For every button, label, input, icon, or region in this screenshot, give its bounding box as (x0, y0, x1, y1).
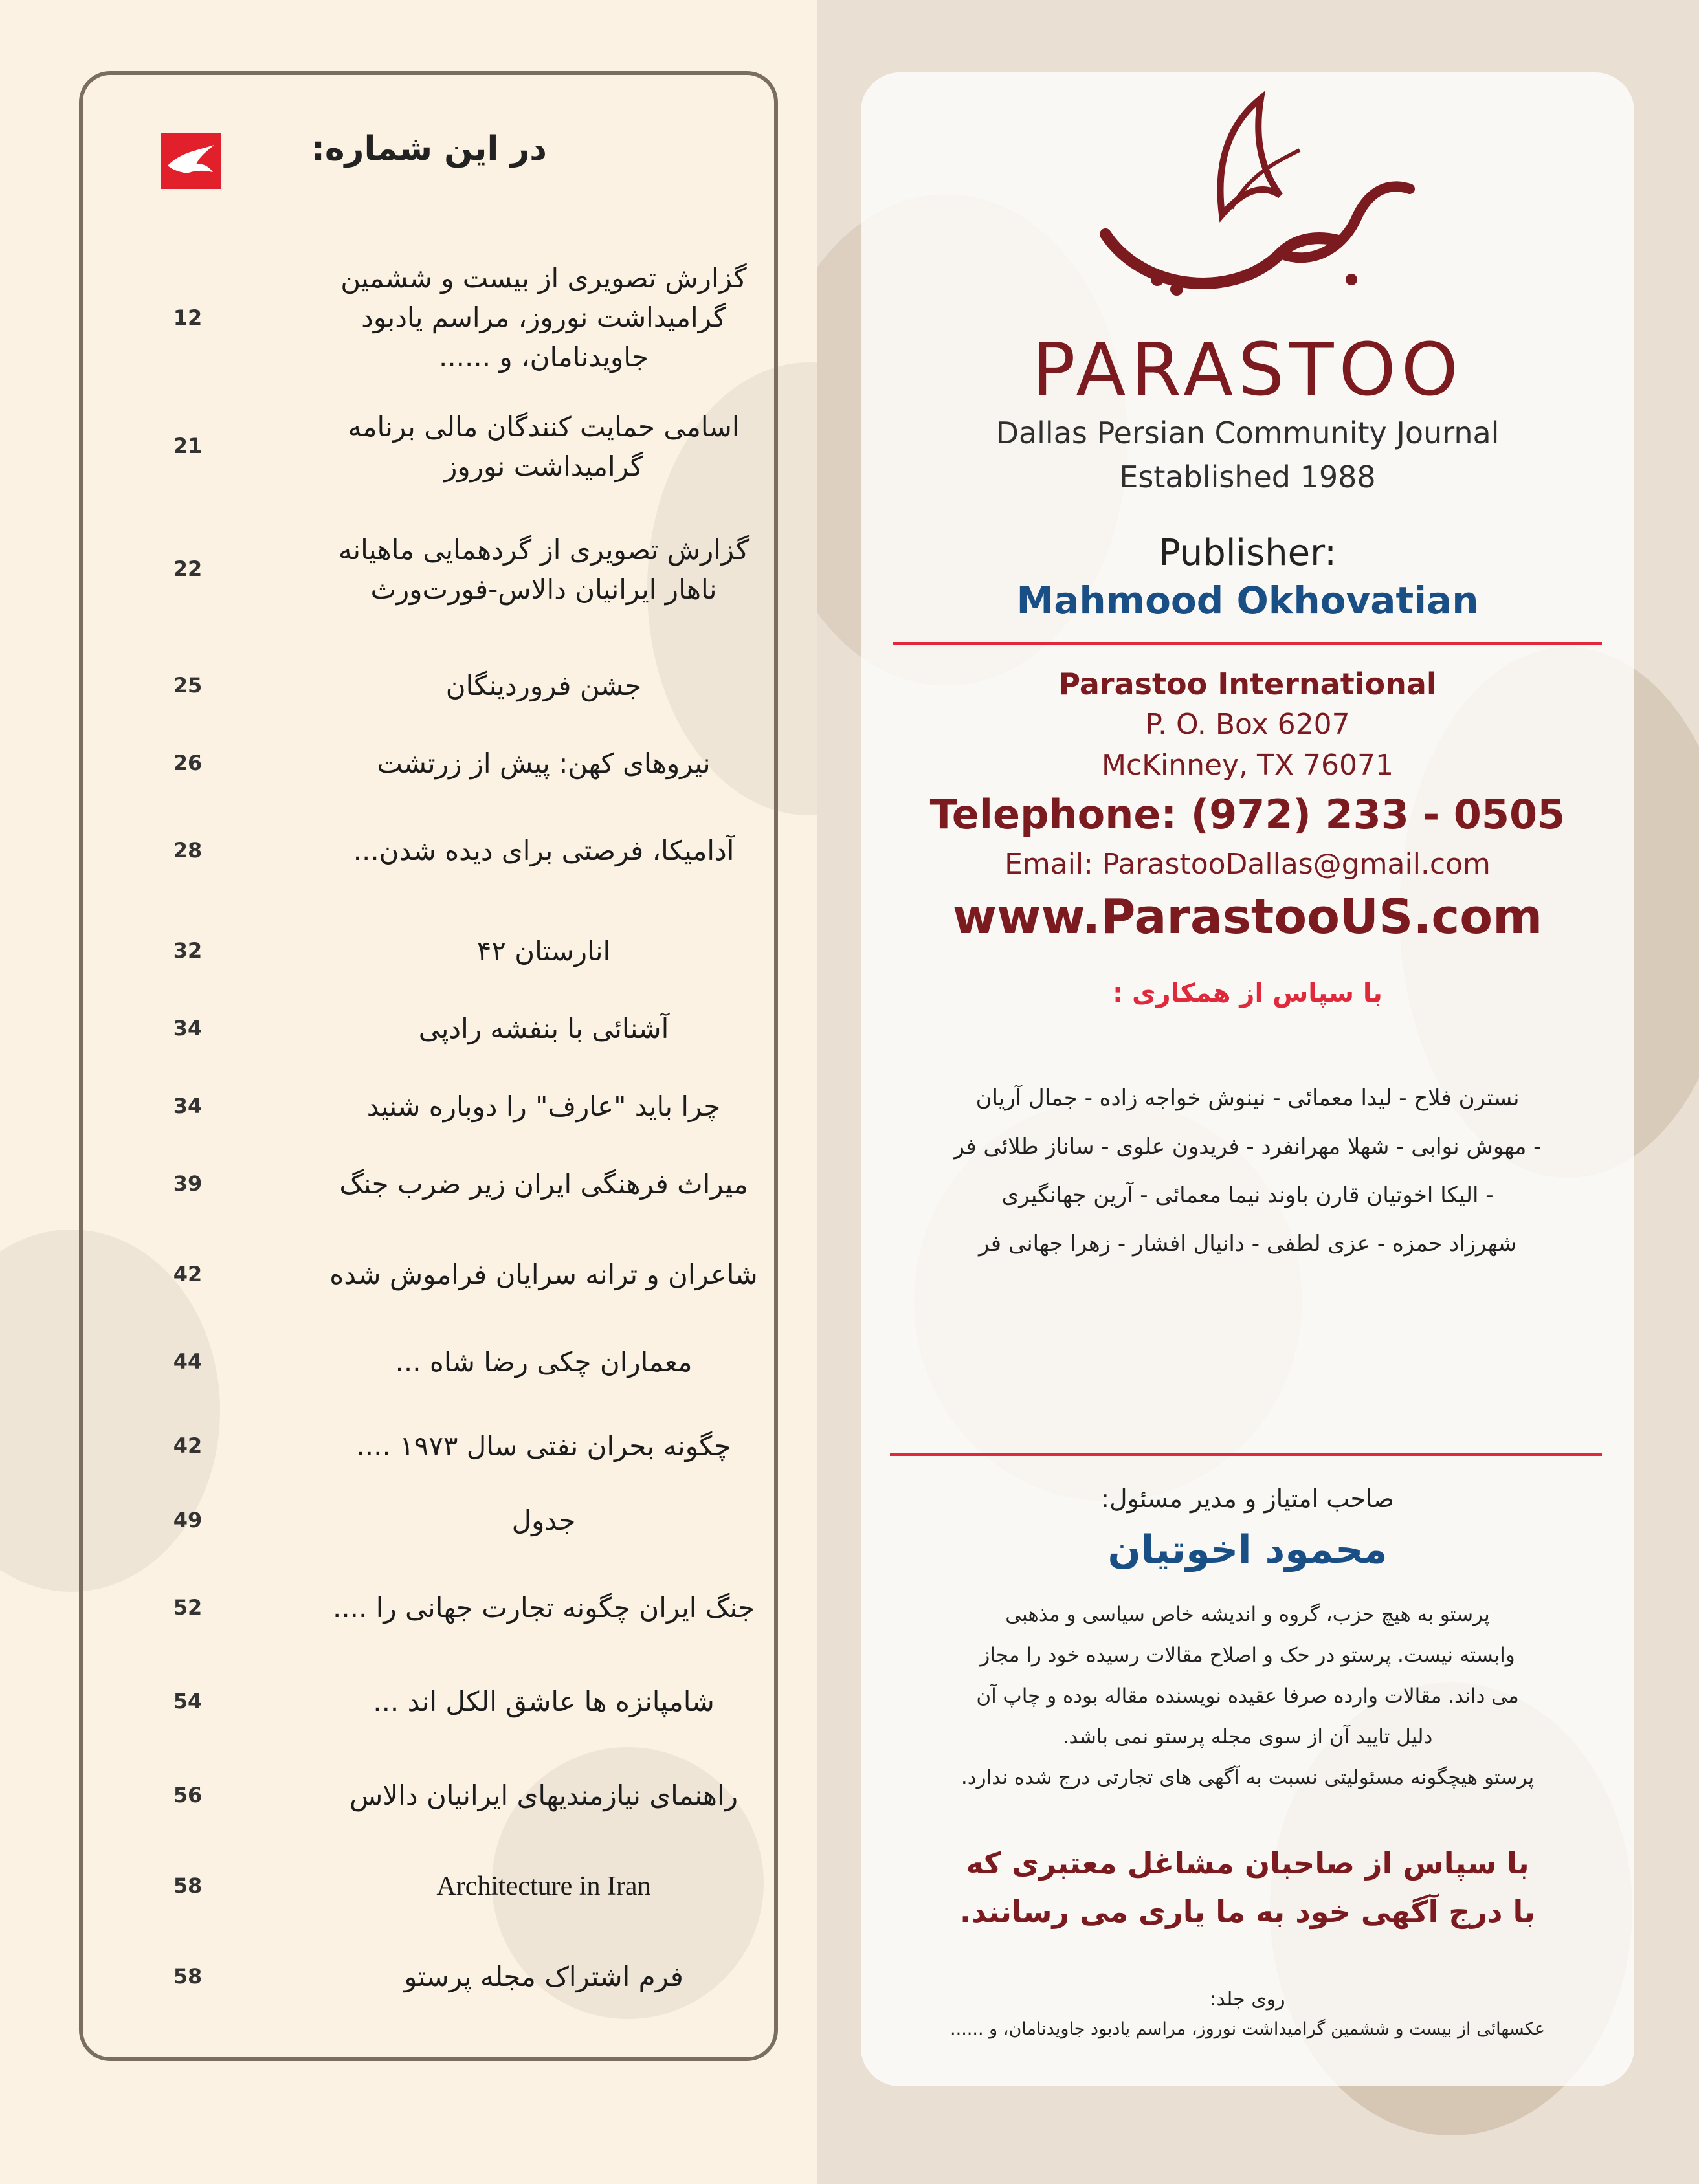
toc-item-title: جنگ ایران چگونه تجارت جهانی را .... (332, 1592, 755, 1624)
thanks-names-line: - الیکا اخوتیان قارن باوند نیما معمائی - آرین جهانگیری (1001, 1182, 1494, 1208)
toc-item-title: Architecture in Iran (436, 1871, 651, 1901)
thanks-names-line: - مهوش نوابی - شهلا مهرانفرد - فریدون علوی - ساناز طلائی فر (953, 1134, 1542, 1160)
divider (890, 1453, 1602, 1456)
toc-item-title: انارستان ۴۲ (476, 935, 611, 967)
disclaimer-line: می داند. مقالات وارده صرفا عقیده نویسنده مقاله بوده و چاپ آن (976, 1684, 1519, 1708)
toc-item-page: 26 (173, 751, 203, 775)
toc-item-page: 49 (173, 1508, 203, 1532)
toc-item-title: شامپانزه ها عاشق الکل اند ... (373, 1686, 715, 1717)
divider (893, 642, 1602, 645)
toc-item-title: چگونه بحران نفتی سال ۱۹۷۳ .... (356, 1430, 731, 1462)
toc-item-page: 39 (173, 1171, 203, 1196)
toc-item-title: گزارش تصویری از گردهمایی ماهیانه ناهار ایرانیان دالاس-فورت‌ورث (338, 534, 750, 605)
disclaimer-line: دلیل تایید آن از سوی مجله پرستو نمی باشد. (1062, 1725, 1433, 1748)
toc-item-page: 42 (173, 1262, 203, 1286)
publisher-label: Publisher: (1159, 532, 1337, 574)
swallow-logo-icon (161, 133, 221, 189)
toc-item-page: 25 (173, 673, 203, 698)
toc-item-title: راهنمای نیازمندیهای ایرانیان دالاس (350, 1780, 738, 1811)
toc-item-page: 54 (173, 1689, 203, 1714)
cover-label: روی جلد: (1210, 1988, 1285, 2011)
toc-item-page: 52 (173, 1595, 203, 1620)
cover-text: عکسهائی از بیست و ششمین گرامیداشت نوروز، مراسم یادبود جاویدنامان، و ...... (950, 2019, 1545, 2039)
toc-item-title: جشن فروردینگان (445, 670, 642, 701)
brand-subtitle: Dallas Persian Community Journal (995, 415, 1500, 450)
toc-item-title: شاعران و ترانه سرایان فراموش شده (329, 1259, 758, 1290)
sponsors-thanks-line2: با درج آگهی خود به ما یاری می رسانند. (959, 1894, 1536, 1929)
toc-item-page: 42 (173, 1433, 203, 1458)
parastoo-logo-icon (861, 85, 1634, 331)
toc-title: در این شماره: (311, 129, 547, 168)
disclaimer-line: پرستو به هیچ حزب، گروه و اندیشه خاص سیاسی و مذهبی (1005, 1603, 1490, 1626)
toc-item-title: آدامیکا، فرصتی برای دیده شدن... (353, 835, 735, 866)
email-link[interactable]: Email: ParastooDallas@gmail.com (1005, 848, 1491, 881)
toc-item-title: نیروهای کهن: پیش از زرتشت (377, 747, 711, 779)
sponsors-thanks-line1: با سپاس از صاحبان مشاغل معتبری که (966, 1846, 1529, 1881)
toc-item-page: 32 (173, 938, 203, 963)
toc-item-title: جدول (511, 1505, 576, 1536)
owner-label: صاحب امتیاز و مدیر مسئول: (1101, 1484, 1394, 1513)
toc-item-page: 12 (173, 305, 203, 330)
toc-item-title: میراث فرهنگی ایران زیر ضرب جنگ (339, 1168, 748, 1200)
thanks-names-line: شهرزاد حمزه - عزی لطفی - دانیال افشار - زهرا جهانی فر (979, 1231, 1516, 1257)
toc-item-page: 58 (173, 1964, 203, 1989)
toc-item-page: 44 (173, 1349, 203, 1374)
thanks-names-line: نسترن فلاح - لیدا معمائی - نینوش خواجه زاده - جمال آریان (975, 1085, 1520, 1111)
owner-name: محمود اخوتیان (1107, 1527, 1388, 1572)
toc-item-page: 58 (173, 1873, 203, 1898)
po-box: P. O. Box 6207 (1145, 708, 1350, 741)
toc-item-title: گزارش تصویری از بیست و ششمین گرامیداشت نوروز، مراسم یادبود جاویدنامان، و ...... (340, 262, 747, 373)
masthead-card (861, 72, 1634, 2086)
toc-item-page: 28 (173, 838, 203, 863)
website-link[interactable]: www.ParastooUS.com (952, 889, 1543, 945)
toc-item-title: معماران چکی رضا شاه ... (395, 1346, 693, 1378)
thanks-label: با سپاس از همکاری : (1113, 978, 1383, 1008)
toc-item-title: آشنائی با بنفشه رادپی (418, 1013, 669, 1044)
established: Established 1988 (1119, 459, 1376, 494)
brand-name: PARASTOO (1032, 328, 1463, 412)
toc-item-page: 34 (173, 1094, 203, 1118)
telephone: Telephone: (972) 233 - 0505 (929, 791, 1566, 838)
toc-item-page: 34 (173, 1016, 203, 1041)
publisher-name: Mahmood Okhovatian (1016, 579, 1479, 623)
disclaimer-line: پرستو هیچگونه مسئولیتی نسبت به آگهی های تجارتی درج شده ندارد. (961, 1766, 1535, 1789)
disclaimer-line: وابسته نیست. پرستو در حک و اصلاح مقالات رسیده خود را مجاز (980, 1644, 1515, 1667)
toc-item-page: 56 (173, 1783, 203, 1807)
toc-item-page: 22 (173, 557, 203, 581)
toc-item-title: فرم اشتراک مجله پرستو (404, 1961, 683, 1992)
city: McKinney, TX 76071 (1101, 749, 1394, 782)
toc-item-title: اسامی حمایت کنندگان مالی برنامه گرامیداشت نوروز (348, 411, 740, 482)
toc-item-title: چرا باید "عارف" را دوباره شنید (366, 1090, 721, 1122)
org-name: Parastoo International (1058, 667, 1437, 701)
toc-item-page: 21 (173, 434, 203, 458)
